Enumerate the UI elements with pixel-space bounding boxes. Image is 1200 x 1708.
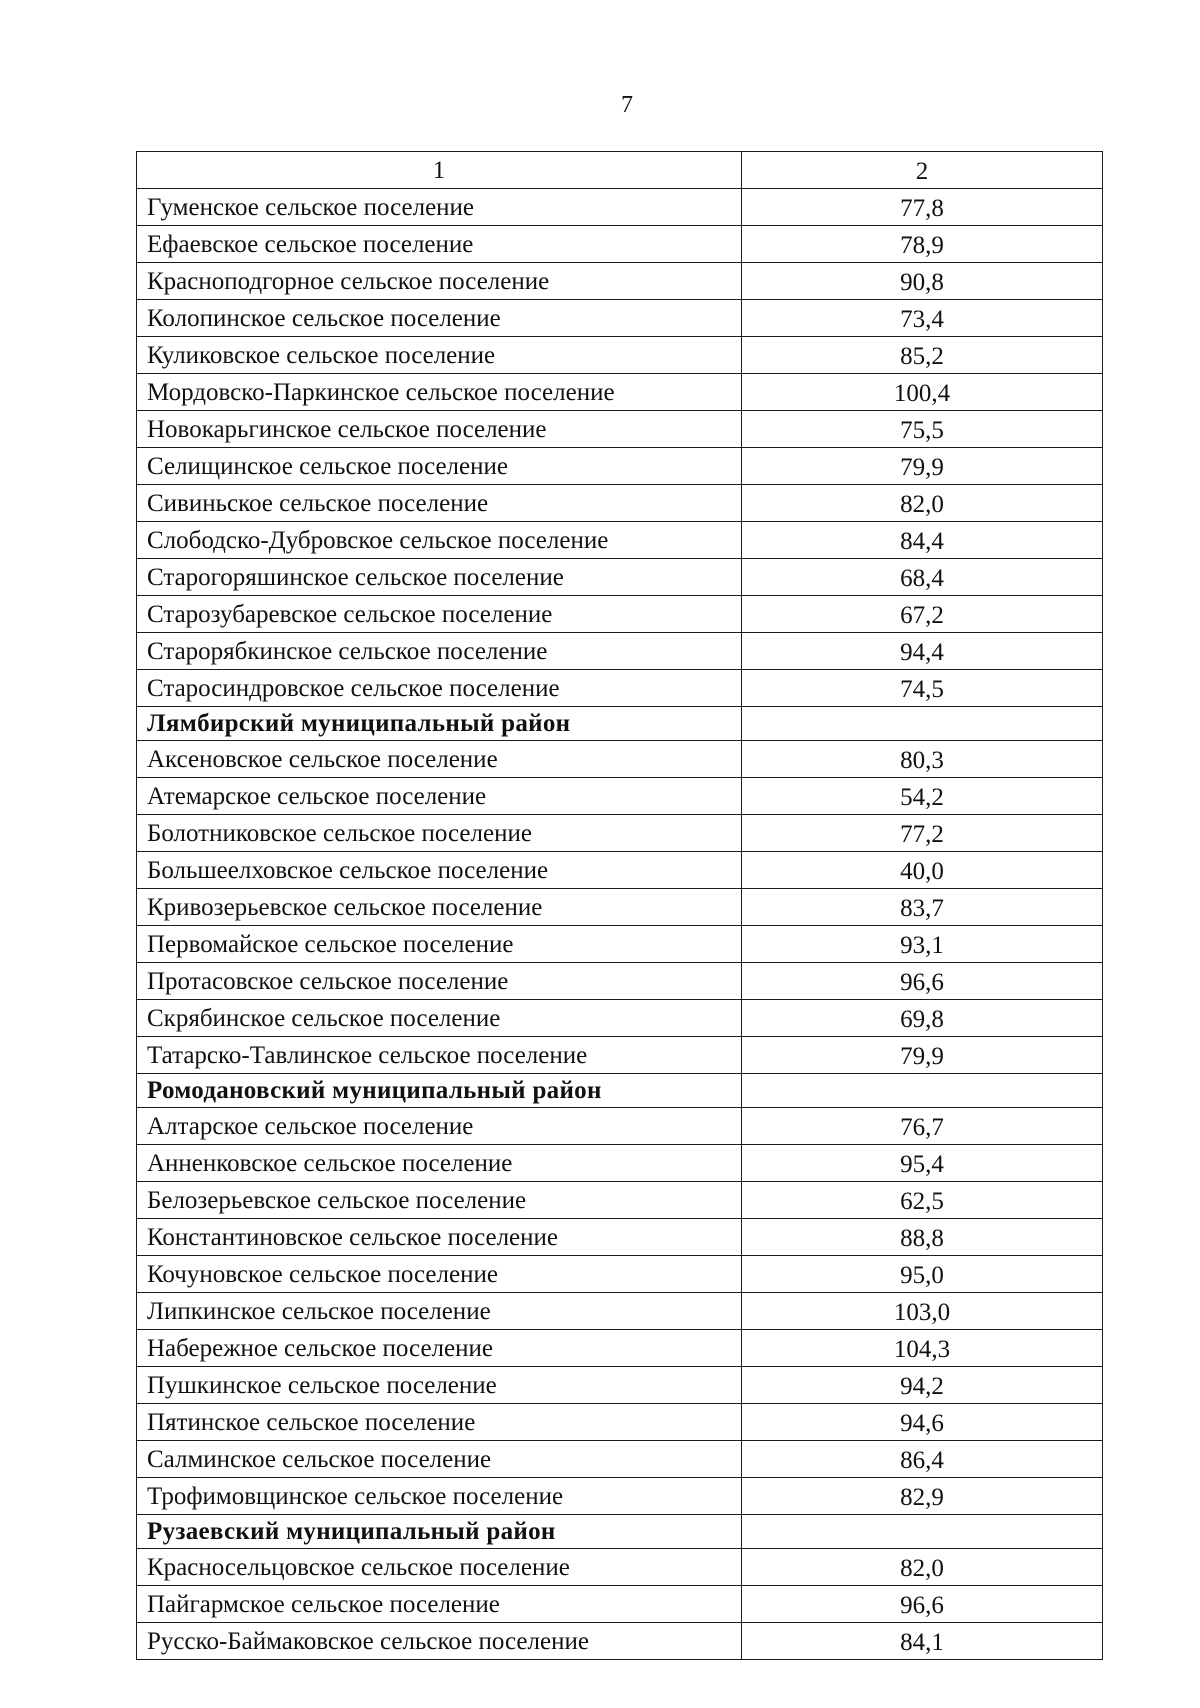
value-cell: 82,0	[742, 1549, 1103, 1586]
settlement-name-cell: Старогоряшинское сельское поселение	[137, 559, 742, 596]
value-cell: 77,8	[742, 189, 1103, 226]
table-row	[137, 1478, 1103, 1515]
value-cell: 83,7	[742, 889, 1103, 926]
section-header-row	[137, 1074, 1103, 1108]
table-header-row	[137, 152, 1103, 189]
district-name-cell: Лямбирский муниципальный район	[137, 707, 742, 741]
value-cell: 82,0	[742, 485, 1103, 522]
value-cell: 67,2	[742, 596, 1103, 633]
value-cell	[742, 1515, 1103, 1549]
table-row	[137, 1623, 1103, 1660]
settlement-name-cell: Ефаевское сельское поселение	[137, 226, 742, 263]
value-cell: 85,2	[742, 337, 1103, 374]
value-cell	[742, 1074, 1103, 1108]
column-header-1: 1	[137, 152, 742, 189]
value-cell: 74,5	[742, 670, 1103, 707]
value-cell: 76,7	[742, 1108, 1103, 1145]
value-cell: 94,6	[742, 1404, 1103, 1441]
table-row	[137, 263, 1103, 300]
table-row	[137, 485, 1103, 522]
table-row	[137, 1000, 1103, 1037]
district-name-cell: Ромодановский муниципальный район	[137, 1074, 742, 1108]
settlement-name-cell: Кривозерьевское сельское поселение	[137, 889, 742, 926]
table-row	[137, 778, 1103, 815]
table-row	[137, 1586, 1103, 1623]
settlement-name-cell: Красносельцовское сельское поселение	[137, 1549, 742, 1586]
value-cell: 86,4	[742, 1441, 1103, 1478]
settlement-name-cell: Атемарское сельское поселение	[137, 778, 742, 815]
value-cell: 93,1	[742, 926, 1103, 963]
settlement-name-cell: Кочуновское сельское поселение	[137, 1256, 742, 1293]
section-header-row	[137, 1515, 1103, 1549]
settlement-name-cell: Колопинское сельское поселение	[137, 300, 742, 337]
value-cell: 75,5	[742, 411, 1103, 448]
value-cell: 88,8	[742, 1219, 1103, 1256]
settlement-name-cell: Набережное сельское поселение	[137, 1330, 742, 1367]
table-row	[137, 1182, 1103, 1219]
table-row	[137, 1219, 1103, 1256]
value-cell: 94,4	[742, 633, 1103, 670]
value-cell: 54,2	[742, 778, 1103, 815]
value-cell: 77,2	[742, 815, 1103, 852]
value-cell: 95,0	[742, 1256, 1103, 1293]
settlement-name-cell: Татарско-Тавлинское сельское поселение	[137, 1037, 742, 1074]
section-header-row	[137, 707, 1103, 741]
settlement-name-cell: Болотниковское сельское поселение	[137, 815, 742, 852]
settlement-name-cell: Аксеновское сельское поселение	[137, 741, 742, 778]
settlement-name-cell: Старорябкинское сельское поселение	[137, 633, 742, 670]
data-table	[136, 151, 1103, 1660]
table-row	[137, 852, 1103, 889]
table-row	[137, 633, 1103, 670]
table-row	[137, 815, 1103, 852]
table-row	[137, 596, 1103, 633]
settlement-name-cell: Пятинское сельское поселение	[137, 1404, 742, 1441]
value-cell	[742, 707, 1103, 741]
settlement-name-cell: Селищинское сельское поселение	[137, 448, 742, 485]
table-row	[137, 411, 1103, 448]
table-row	[137, 337, 1103, 374]
settlement-name-cell: Скрябинское сельское поселение	[137, 1000, 742, 1037]
settlement-name-cell: Салминское сельское поселение	[137, 1441, 742, 1478]
value-cell: 104,3	[742, 1330, 1103, 1367]
settlement-name-cell: Русско-Баймаковское сельское поселение	[137, 1623, 742, 1660]
settlement-name-cell: Константиновское сельское поселение	[137, 1219, 742, 1256]
settlement-name-cell: Белозерьевское сельское поселение	[137, 1182, 742, 1219]
table-row	[137, 1404, 1103, 1441]
table-row	[137, 448, 1103, 485]
table-row	[137, 963, 1103, 1000]
settlement-name-cell: Пайгармское сельское поселение	[137, 1586, 742, 1623]
table-row	[137, 1037, 1103, 1074]
value-cell: 84,4	[742, 522, 1103, 559]
value-cell: 69,8	[742, 1000, 1103, 1037]
settlement-name-cell: Старосиндровское сельское поселение	[137, 670, 742, 707]
table-row	[137, 374, 1103, 411]
table-row	[137, 300, 1103, 337]
settlement-name-cell: Красноподгорное сельское поселение	[137, 263, 742, 300]
value-cell: 100,4	[742, 374, 1103, 411]
page-number: 7	[621, 92, 633, 118]
settlement-name-cell: Мордовско-Паркинское сельское поселение	[137, 374, 742, 411]
table-row	[137, 1330, 1103, 1367]
settlement-name-cell: Пушкинское сельское поселение	[137, 1367, 742, 1404]
table-row	[137, 670, 1103, 707]
value-cell: 40,0	[742, 852, 1103, 889]
value-cell: 79,9	[742, 448, 1103, 485]
value-cell: 79,9	[742, 1037, 1103, 1074]
value-cell: 94,2	[742, 1367, 1103, 1404]
table-row	[137, 1549, 1103, 1586]
settlement-name-cell: Новокарьгинское сельское поселение	[137, 411, 742, 448]
table-row	[137, 226, 1103, 263]
value-cell: 80,3	[742, 741, 1103, 778]
settlement-name-cell: Большеелховское сельское поселение	[137, 852, 742, 889]
table-row	[137, 189, 1103, 226]
table-body	[137, 152, 1103, 1660]
settlement-name-cell: Гуменское сельское поселение	[137, 189, 742, 226]
value-cell: 62,5	[742, 1182, 1103, 1219]
settlement-name-cell: Сивиньское сельское поселение	[137, 485, 742, 522]
settlement-name-cell: Трофимовщинское сельское поселение	[137, 1478, 742, 1515]
table-row	[137, 1441, 1103, 1478]
value-cell: 96,6	[742, 963, 1103, 1000]
settlement-name-cell: Старозубаревское сельское поселение	[137, 596, 742, 633]
table-row	[137, 926, 1103, 963]
value-cell: 78,9	[742, 226, 1103, 263]
table-row	[137, 889, 1103, 926]
table-row	[137, 559, 1103, 596]
settlement-name-cell: Анненковское сельское поселение	[137, 1145, 742, 1182]
table-row	[137, 1145, 1103, 1182]
value-cell: 95,4	[742, 1145, 1103, 1182]
table-row	[137, 741, 1103, 778]
settlement-name-cell: Алтарское сельское поселение	[137, 1108, 742, 1145]
table-row	[137, 1108, 1103, 1145]
table-row	[137, 1367, 1103, 1404]
value-cell: 68,4	[742, 559, 1103, 596]
settlement-name-cell: Слободско-Дубровское сельское поселение	[137, 522, 742, 559]
value-cell: 103,0	[742, 1293, 1103, 1330]
settlement-name-cell: Протасовское сельское поселение	[137, 963, 742, 1000]
settlement-name-cell: Липкинское сельское поселение	[137, 1293, 742, 1330]
district-name-cell: Рузаевский муниципальный район	[137, 1515, 742, 1549]
table-row	[137, 522, 1103, 559]
table-row	[137, 1256, 1103, 1293]
settlement-name-cell: Куликовское сельское поселение	[137, 337, 742, 374]
table-row	[137, 1293, 1103, 1330]
value-cell: 84,1	[742, 1623, 1103, 1660]
value-cell: 96,6	[742, 1586, 1103, 1623]
value-cell: 73,4	[742, 300, 1103, 337]
value-cell: 82,9	[742, 1478, 1103, 1515]
settlement-name-cell: Первомайское сельское поселение	[137, 926, 742, 963]
value-cell: 90,8	[742, 263, 1103, 300]
column-header-2: 2	[742, 152, 1103, 189]
